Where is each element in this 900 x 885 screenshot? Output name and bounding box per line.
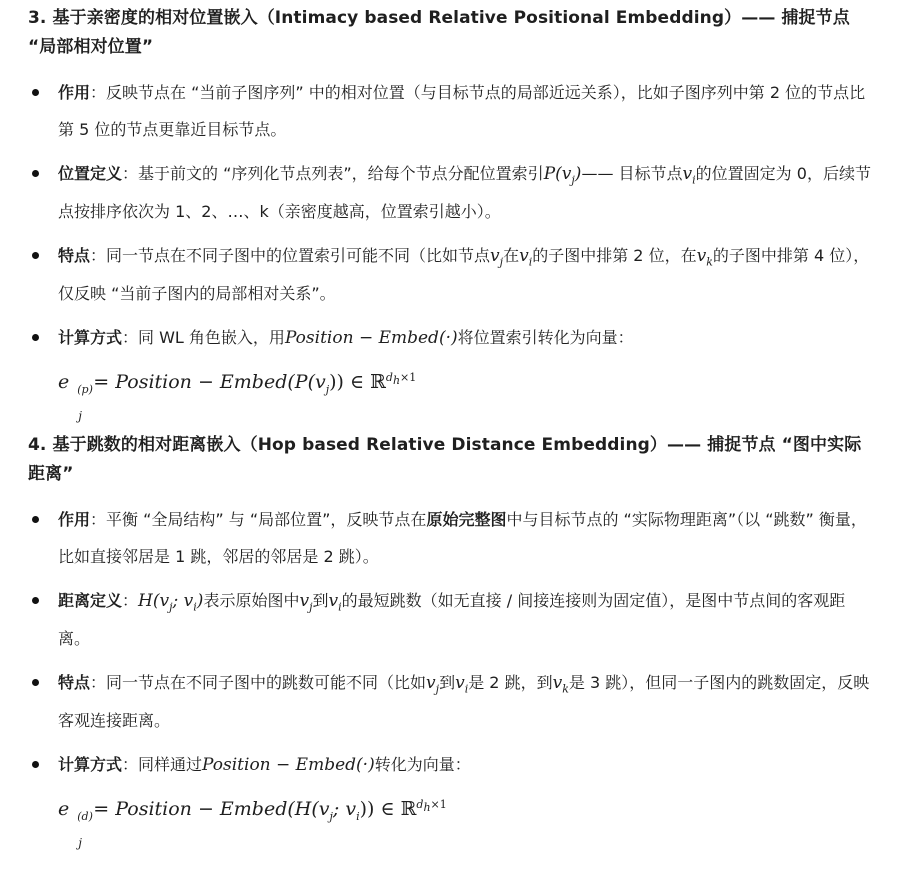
- bullet-icon: [32, 334, 39, 341]
- item-term: 特点: [58, 246, 91, 265]
- formula-distance-embedding: e (d) j = Position − $Embed(H(v_j$; $v_i$)) ∈ ℝ$^{d_h\times 1}$: [58, 797, 447, 850]
- bullet-icon: [32, 516, 39, 523]
- item-text: ：同一节点在不同子图中的位置索引可能不同（比如节点: [90, 246, 491, 265]
- item-text: 转化为向量：: [374, 755, 471, 774]
- section-4: [28, 431, 872, 850]
- item-text: 的子图中排第 2 位，在: [532, 246, 697, 265]
- item-term: 特点: [58, 673, 91, 692]
- section-4-list: [28, 501, 872, 784]
- math-expression: $v_i$: [682, 164, 696, 187]
- section-3: [28, 4, 872, 423]
- item-bold-text: 原始完整图: [426, 510, 507, 529]
- bullet-icon: [32, 597, 39, 604]
- item-text: ：同 WL 角色嵌入，用: [122, 328, 285, 347]
- list-item-role: [28, 74, 872, 148]
- item-text: 到: [312, 591, 329, 610]
- item-text: ：同样通过: [122, 755, 203, 774]
- item-term: 距离定义: [58, 591, 123, 610]
- math-expression: $v_i$: [328, 591, 342, 614]
- item-text: ：基于前文的 “序列化节点列表”，给每个节点分配位置索引: [122, 164, 544, 183]
- item-term: 作用: [58, 510, 91, 529]
- list-item-calculation: [28, 319, 872, 357]
- item-text: ：平衡 “全局结构” 与 “局部位置”，反映节点在: [90, 510, 427, 529]
- item-text: ：反映节点在 “当前子图序列” 中的相对位置（与目标节点的局部近远关系），比如子图序列中第 2 位的节点比第 5 位的节点更靠近目标节点。: [58, 83, 866, 139]
- item-text: 是 2 跳，到: [468, 673, 553, 692]
- list-item-position-definition: [28, 155, 872, 230]
- math-expression: $H(v_j$; $v_i$): [138, 591, 204, 614]
- item-text: ：同一节点在不同子图中的跳数可能不同（比如: [90, 673, 427, 692]
- bullet-icon: [32, 170, 39, 177]
- math-expression: $P(v_j)$: [543, 164, 582, 187]
- item-text: 的位置固定为 0，后续节点按排序依次为 1、2、…、k（亲密度越高，位置索引越小）。: [58, 164, 871, 221]
- math-expression: Position − Embed(·): [284, 328, 458, 348]
- math-expression: $v_j$: [299, 591, 313, 614]
- formula-position-embedding: e (p) j = Position − $Embed(P(v_j))$ ∈ ℝ$^{d_h\times 1}$: [58, 370, 417, 423]
- item-text: 将位置索引转化为向量：: [457, 328, 634, 347]
- item-term: 位置定义: [58, 164, 123, 183]
- math-expression: $v_i$: [519, 246, 533, 269]
- item-text: 中与目标节点的 “实际物理距离”（以 “跳数” 衡量，比如直接邻居是 1 跳，邻居的邻居是 2 跳）。: [58, 510, 867, 566]
- bullet-icon: [32, 252, 39, 259]
- bullet-icon: [32, 679, 39, 686]
- list-item-role: [28, 501, 872, 575]
- math-expression: Position − Embed(·): [202, 755, 375, 775]
- list-item-feature: [28, 664, 872, 739]
- item-text: 到: [439, 673, 456, 692]
- section-3-list: [28, 74, 872, 357]
- math-expression: $v_i$: [455, 673, 469, 696]
- item-text: 的最短跳数（如无直接 / 间接连接则为固定值），是图中节点间的客观距离。: [58, 591, 846, 648]
- item-text: 在: [503, 246, 520, 265]
- list-item-calculation: [28, 746, 872, 784]
- bullet-icon: [32, 89, 39, 96]
- bullet-icon: [32, 761, 39, 768]
- item-term: 计算方式: [58, 755, 123, 774]
- math-expression: $v_k$: [552, 673, 569, 696]
- item-text: 的子图中排第 4 位），仅反映 “当前子图内的局部相对关系”。: [58, 246, 870, 303]
- list-item-distance-definition: [28, 582, 872, 657]
- item-text: —— 目标节点: [581, 164, 683, 183]
- list-item-feature: [28, 237, 872, 312]
- section-4-heading: 4. 基于跳数的相对距离嵌入（Hop based Relative Distance Embedding）—— 捕捉节点 “图中实际距离”: [28, 435, 862, 484]
- math-expression: $v_j$: [426, 673, 440, 696]
- math-expression: $v_j$: [490, 246, 504, 269]
- item-term: 计算方式: [58, 328, 123, 347]
- item-term: 作用: [58, 83, 91, 102]
- item-text: 是 3 跳），但同一子图内的跳数固定，反映客观连接距离。: [58, 673, 870, 730]
- item-text: 表示原始图中: [203, 591, 300, 610]
- math-expression: $v_k$: [696, 246, 713, 269]
- section-3-heading: 3. 基于亲密度的相对位置嵌入（Intimacy based Relative Positional Embedding）—— 捕捉节点 “局部相对位置”: [28, 8, 850, 57]
- item-text: ：: [122, 591, 139, 610]
